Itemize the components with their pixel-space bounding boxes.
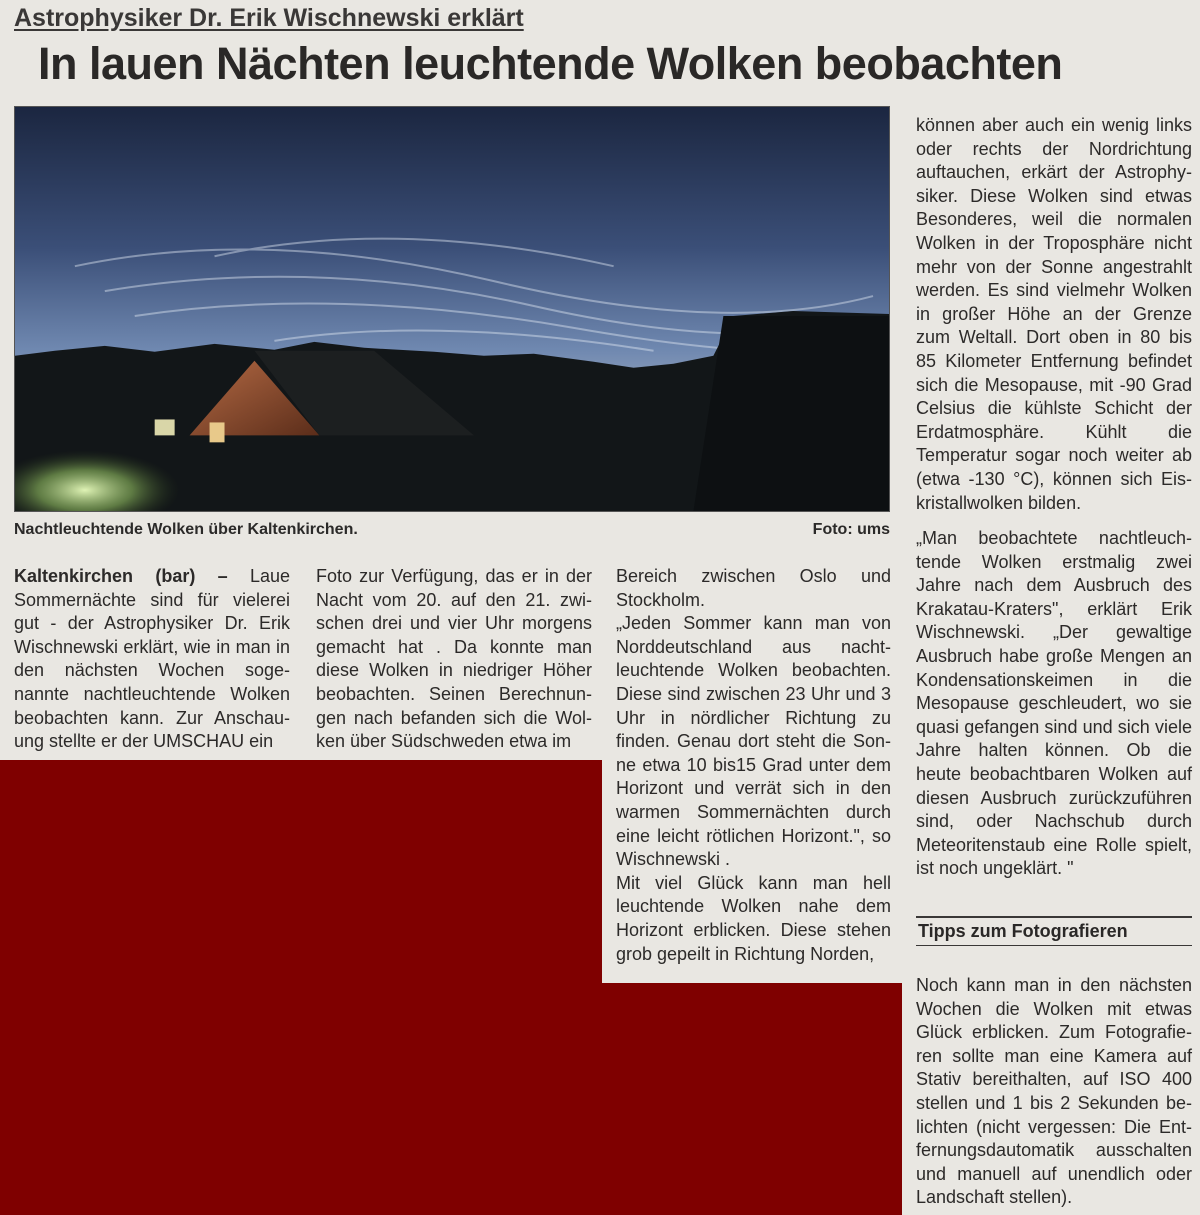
- column-3-paragraph-2: „Jeden Sommer kann man von Norddeutschland aus nachtleuchtende Wolken beobachten. Diese sind zwischen 23 Uhr und 3 Uhr in nördlicher Richtung zu finden. Genau dort steht die Sonne etwa 10 bis15 Grad unter dem Horizont und verrät sich in den warmen Sommernächten durch eine leicht rötlichen Horizont.", so Wischnewski .: [616, 613, 891, 870]
- redaction-block-bottom: [602, 983, 902, 1215]
- redaction-block-left: [0, 760, 602, 1215]
- section-subhead: [916, 916, 1192, 946]
- column-4-paragraph-2: „Man beobachtete nachtleuchtende Wolken erstmalig zwei Jahre nach dem Ausbruch des Krakatau-Kraters", erklärt Erik Wischnewski. „Der gewaltige Ausbruch habe große Mengen an Kondensationskeimen in die Mesopause geschleudert, wo sie quasi gefangen sind und sich viele Jahre halten können. Ob die heute beobachtbaren Wolken auf diesen Ausbruch zurückzuführen sind, oder Nachschub durch Meteoritenstaub eine Rolle spielt, ist noch ungeklärt. ": [916, 528, 1192, 879]
- column-3-paragraph-1: Bereich zwischen Oslo und Stockholm.: [616, 566, 891, 610]
- column-4-paragraph-1: können aber auch ein wenig links oder rechts der Nordrichtung auftauchen, erkärt der Astrophysiker. Diese Wolken sind etwas Besonderes, weil die normalen Wolken in der Troposphäre nicht mehr von der Sonne angestrahlt werden. Es sind vielmehr Wolken in großer Höhe an der Grenze zum Weltall. Dort oben in 80 bis 85 Kilometer Entfernung befindet sich die Mesopause, mit -90 Grad Celsius die kühlste Schicht der Erdatmosphäre. Kühlt die Temperatur sogar noch weiter ab (etwa -130 °C), können sich Eiskristallwolken bilden.: [916, 115, 1192, 513]
- article-photo: [14, 106, 890, 512]
- article-headline: In lauen Nächten leuchtende Wolken beobachten: [38, 38, 1063, 89]
- article-kicker: Astrophysiker Dr. Erik Wischnewski erklärt: [14, 4, 524, 32]
- column-4-paragraph-3: Noch kann man in den nächsten Wochen die Wolken mit etwas Glück erblicken. Zum Fotografieren sollte man eine Kamera auf Stativ bereithalten, auf ISO 400 stellen und 1 bis 2 Sekunden belichten (nicht vergessen: Die Entfernungsdautomatik ausschalten und manuell auf unendlich oder Landschaft stellen).: [916, 975, 1192, 1208]
- column-3: [616, 565, 891, 966]
- night-sky-photo: [15, 107, 889, 511]
- column-1-paragraph: [14, 565, 290, 754]
- subhead-text: Tipps zum Fotografieren: [918, 921, 1128, 941]
- photo-caption-bar: [14, 521, 890, 543]
- dateline: Kaltenkirchen (bar) –: [14, 566, 228, 586]
- column-4-bottom: [916, 974, 1192, 1210]
- column-1: [14, 565, 290, 754]
- column-2-text: Foto zur Verfügung, das er in der Nacht vom 20. auf den 21. zwischen drei und vier Uhr morgens gemacht hat . Da konnte man diese Wolken in niedriger Höher beobachten. Seinen Berechnungen nach befanden sich die Wolken über Südschweden etwa im: [316, 566, 592, 752]
- column-1-text: Laue Sommernächte sind für vielerei gut - der Astrophysiker Dr. Erik Wischnewski erklärt, wie in man in den nächsten Wochen sogenannte nachtleuchtende Wolken beobachten kann. Zur Anschauung stellte er der UMSCHAU ein: [14, 566, 290, 752]
- column-2: [316, 565, 592, 754]
- column-4-top: [916, 114, 1192, 881]
- column-3-paragraph-3: Mit viel Glück kann man hell leuchtende Wolken nahe dem Horizont erblicken. Diese stehen grob gepeilt in Richtung Norden,: [616, 872, 891, 964]
- photo-credit: Foto: ums: [812, 521, 890, 538]
- photo-caption: Nachtleuchtende Wolken über Kaltenkirchen.: [14, 521, 358, 538]
